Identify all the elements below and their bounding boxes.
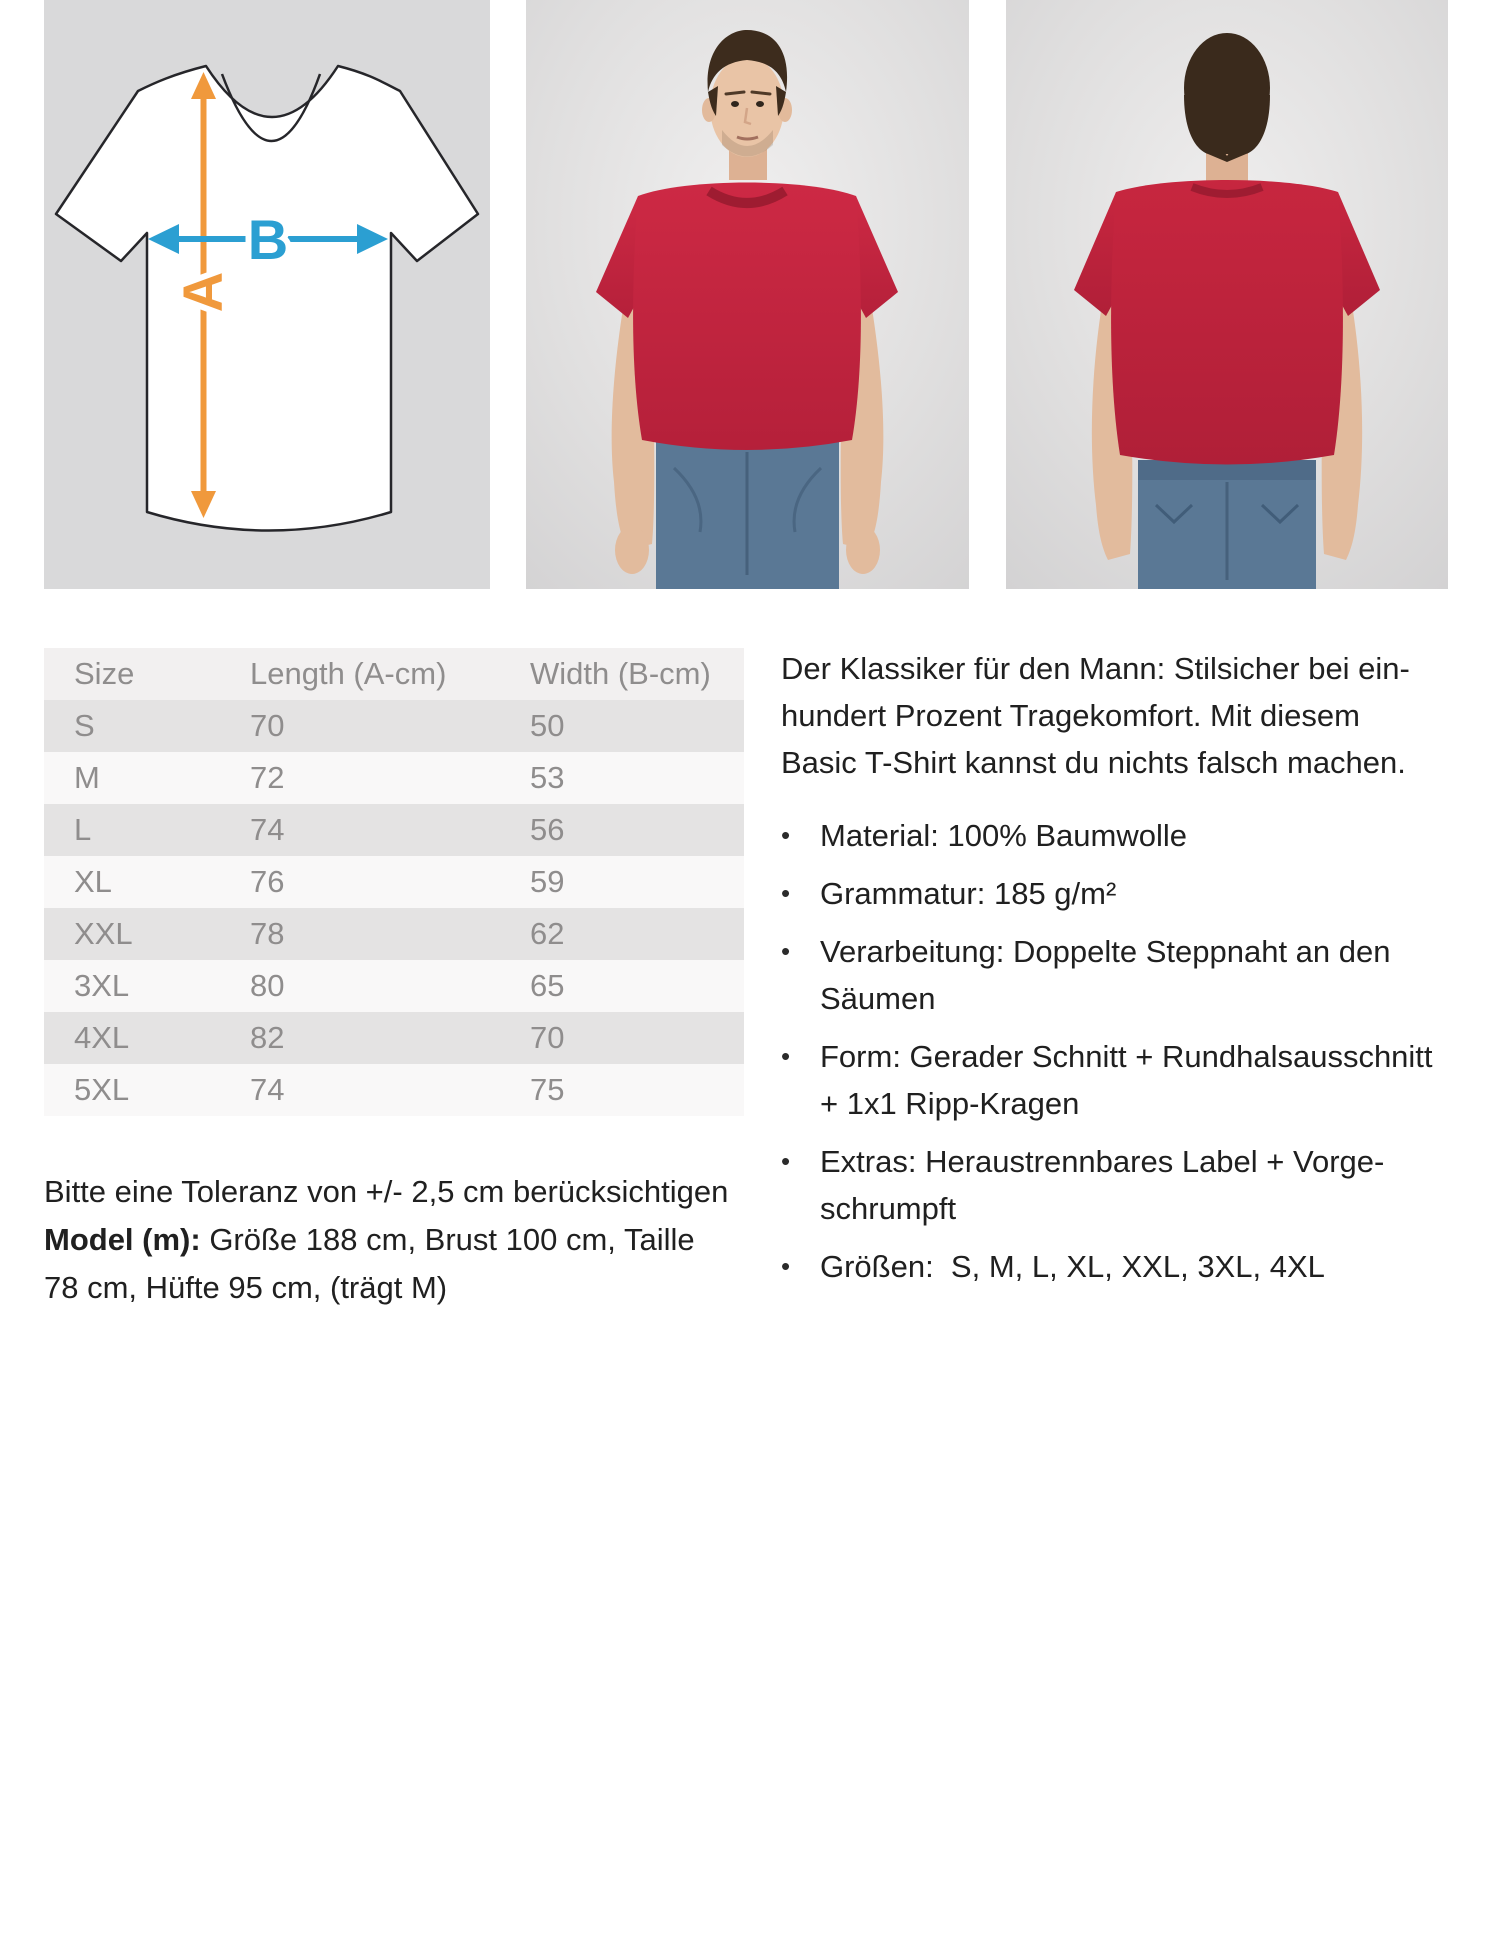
cell-length: 70 (250, 708, 285, 743)
cell-width: 56 (530, 812, 565, 847)
tshirt-outline-drawing (44, 0, 490, 589)
feature-item-groessen (781, 1243, 1471, 1290)
feature-item-verarbeitung (781, 928, 1471, 1022)
table-row (44, 1012, 744, 1064)
cell-size: XL (74, 864, 112, 899)
feature-text: Größen: S, M, L, XL, XXL, 3XL, 4XL (820, 1249, 1325, 1284)
hair-back (1184, 33, 1270, 162)
cell-length: 78 (250, 916, 285, 951)
cell-size: S (74, 708, 95, 743)
model-note-line1 (44, 1216, 754, 1264)
tolerance-note: Bitte eine Toleranz von +/- 2,5 cm berücksichtigen (44, 1174, 729, 1209)
cell-width: 53 (530, 760, 565, 795)
red-tshirt-back (1074, 180, 1380, 465)
measurement-notes (44, 1168, 754, 1312)
width-label: B (247, 208, 289, 271)
red-tshirt-front (596, 183, 898, 451)
table-row (44, 804, 744, 856)
feature-text: + 1x1 Ripp-Kragen (820, 1086, 1080, 1121)
table-row (44, 960, 744, 1012)
cell-length: 74 (250, 1072, 285, 1107)
intro-line: Der Klassiker für den Mann: Stilsicher bei ein- (781, 651, 1410, 686)
bullet-icon: • (781, 820, 791, 850)
header-length: Length (A-cm) (250, 656, 447, 691)
feature-item-grammatur (781, 870, 1471, 917)
cell-width: 50 (530, 708, 565, 743)
model-note-line2: 78 cm, Hüfte 95 cm, (trägt M) (44, 1270, 448, 1305)
bullet-icon: • (781, 1041, 791, 1071)
table-row (44, 908, 744, 960)
feature-text: Extras: Heraustrennbares Label + Vorge- (820, 1144, 1385, 1179)
bullet-icon: • (781, 878, 791, 908)
intro-line: Basic T-Shirt kannst du nichts falsch machen. (781, 745, 1406, 780)
bullet-icon: • (781, 1146, 791, 1176)
feature-item-form (781, 1033, 1471, 1127)
cell-length: 76 (250, 864, 285, 899)
model-front-illustration (526, 0, 969, 589)
header-width: Width (B-cm) (530, 656, 711, 691)
cell-size: XXL (74, 916, 133, 951)
table-row (44, 1064, 744, 1116)
feature-text: Material: 100% Baumwolle (820, 818, 1188, 853)
table-row (44, 700, 744, 752)
cell-width: 59 (530, 864, 565, 899)
feature-item-material (781, 812, 1471, 859)
jeans-back (1138, 460, 1316, 589)
size-diagram-image (44, 0, 490, 589)
cell-length: 82 (250, 1020, 285, 1055)
cell-size: 3XL (74, 968, 130, 1003)
cell-length: 74 (250, 812, 285, 847)
feature-text: schrumpft (820, 1191, 957, 1226)
cell-width: 62 (530, 916, 565, 951)
product-description (781, 645, 1471, 1301)
cell-length: 72 (250, 760, 285, 795)
header-size: Size (74, 656, 135, 691)
intro-line: hundert Prozent Tragekomfort. Mit diesem (781, 698, 1360, 733)
cell-size: L (74, 812, 92, 847)
jeans-front (656, 437, 839, 589)
cell-width: 70 (530, 1020, 565, 1055)
cell-length: 80 (250, 968, 285, 1003)
table-row (44, 856, 744, 908)
cell-size: M (74, 760, 100, 795)
model-note-label: Model (m): (44, 1222, 201, 1257)
cell-size: 4XL (74, 1020, 130, 1055)
model-front-photo (526, 0, 969, 589)
feature-text: Säumen (820, 981, 936, 1016)
model-note-rest: Größe 188 cm, Brust 100 cm, Taille (200, 1222, 695, 1257)
feature-text: Verarbeitung: Doppelte Steppnaht an den (820, 934, 1391, 969)
model-back-photo (1006, 0, 1448, 589)
feature-text: Grammatur: 185 g/m² (820, 876, 1117, 911)
cell-size: 5XL (74, 1072, 130, 1107)
table-row (44, 752, 744, 804)
length-label: A (171, 271, 234, 313)
size-table-header-row (44, 648, 744, 700)
feature-text: Form: Gerader Schnitt + Rundhalsausschnitt (820, 1039, 1433, 1074)
bullet-icon: • (781, 1251, 791, 1281)
cell-width: 65 (530, 968, 565, 1003)
feature-list (781, 812, 1471, 1290)
size-table (44, 648, 744, 1116)
description-intro (781, 645, 1471, 786)
model-back-illustration (1006, 0, 1448, 589)
feature-item-extras (781, 1138, 1471, 1232)
cell-width: 75 (530, 1072, 565, 1107)
bullet-icon: • (781, 936, 791, 966)
